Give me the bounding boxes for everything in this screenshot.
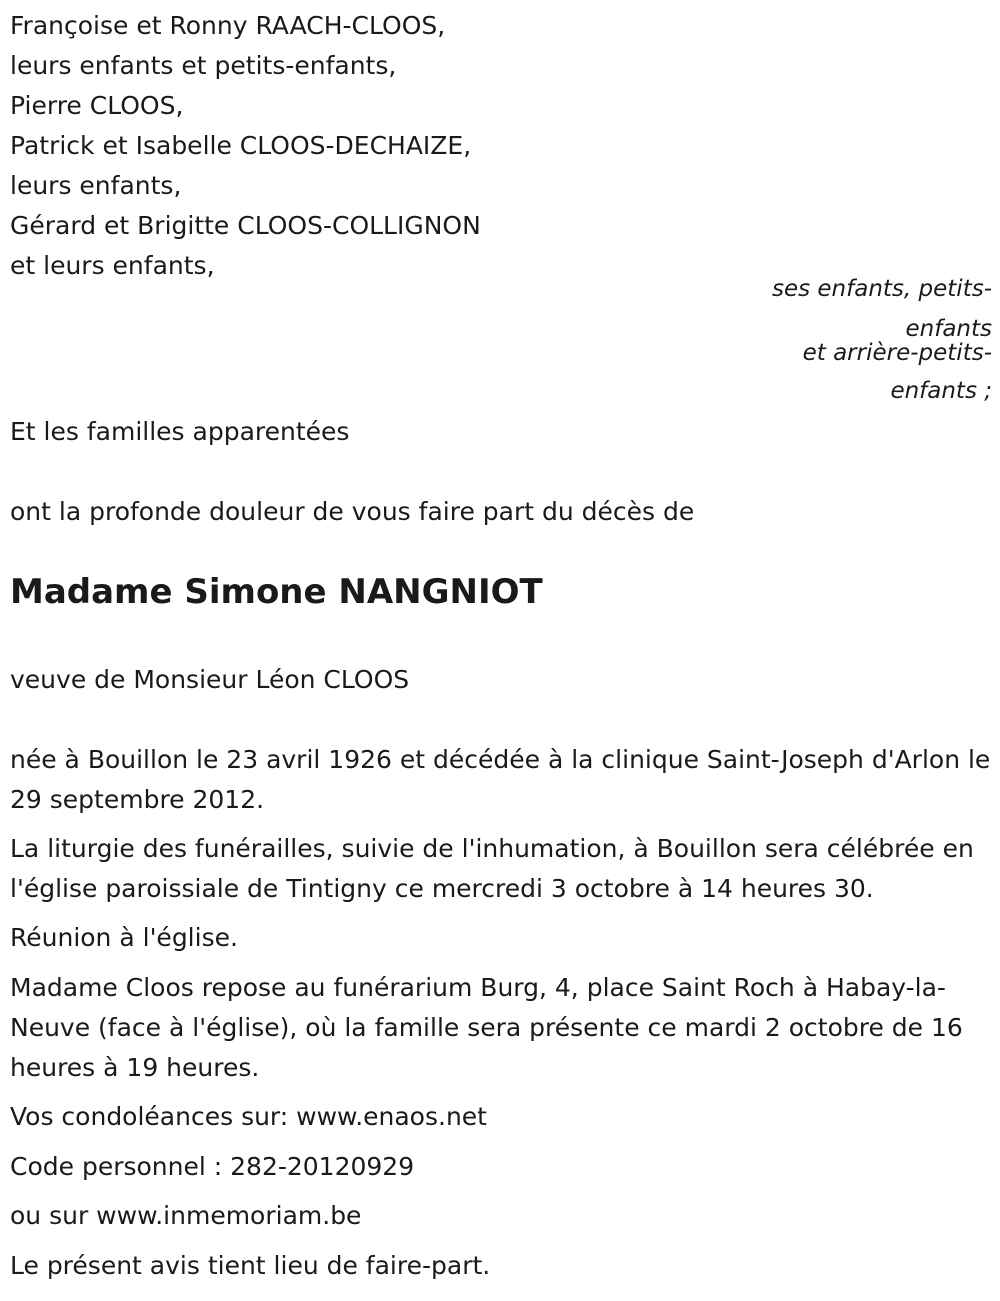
family-line-1: Françoise et Ronny RAACH-CLOOS, xyxy=(10,11,446,40)
meeting-paragraph: Réunion à l'église. xyxy=(10,923,238,952)
descendants-line-4: enfants ; xyxy=(890,378,992,404)
alt-site-line: ou sur www.inmemoriam.be xyxy=(10,1201,362,1230)
widow-of: veuve de Monsieur Léon CLOOS xyxy=(10,665,410,694)
funerarium-paragraph: Madame Cloos repose au funérarium Burg, 4, place Saint Roch à Habay-la-Neuve (face à l'église), où la famille sera présente ce mardi 2 octobre de 16 heures à 19 heures. xyxy=(10,973,963,1082)
family-line-3: Pierre CLOOS, xyxy=(10,91,184,120)
family-line-2: leurs enfants et petits-enfants, xyxy=(10,51,397,80)
birth-death-paragraph: née à Bouillon le 23 avril 1926 et décédée à la clinique Saint-Joseph d'Arlon le 29 septembre 2012. xyxy=(10,745,991,814)
related-families: Et les familles apparentées xyxy=(10,417,350,446)
family-line-6: Gérard et Brigitte CLOOS-COLLIGNON xyxy=(10,211,481,240)
personal-code-line: Code personnel : 282-20120929 xyxy=(10,1152,415,1181)
deceased-name: Madame Simone NANGNIOT xyxy=(10,572,543,612)
notice-line: Le présent avis tient lieu de faire-part. xyxy=(10,1251,491,1280)
descendants-line-3: et arrière-petits- xyxy=(802,340,992,366)
announcement: ont la profonde douleur de vous faire part du décès de xyxy=(10,497,695,526)
family-line-7: et leurs enfants, xyxy=(10,251,215,280)
family-line-4: Patrick et Isabelle CLOOS-DECHAIZE, xyxy=(10,131,472,160)
descendants-line-1: ses enfants, petits- xyxy=(771,276,992,302)
condolences-line: Vos condoléances sur: www.enaos.net xyxy=(10,1102,487,1131)
liturgy-paragraph: La liturgie des funérailles, suivie de l'inhumation, à Bouillon sera célébrée en l'église paroissiale de Tintigny ce mercredi 3 octobre à 14 heures 30. xyxy=(10,834,974,903)
family-line-5: leurs enfants, xyxy=(10,171,182,200)
descendants-line-2: enfants xyxy=(905,316,992,342)
